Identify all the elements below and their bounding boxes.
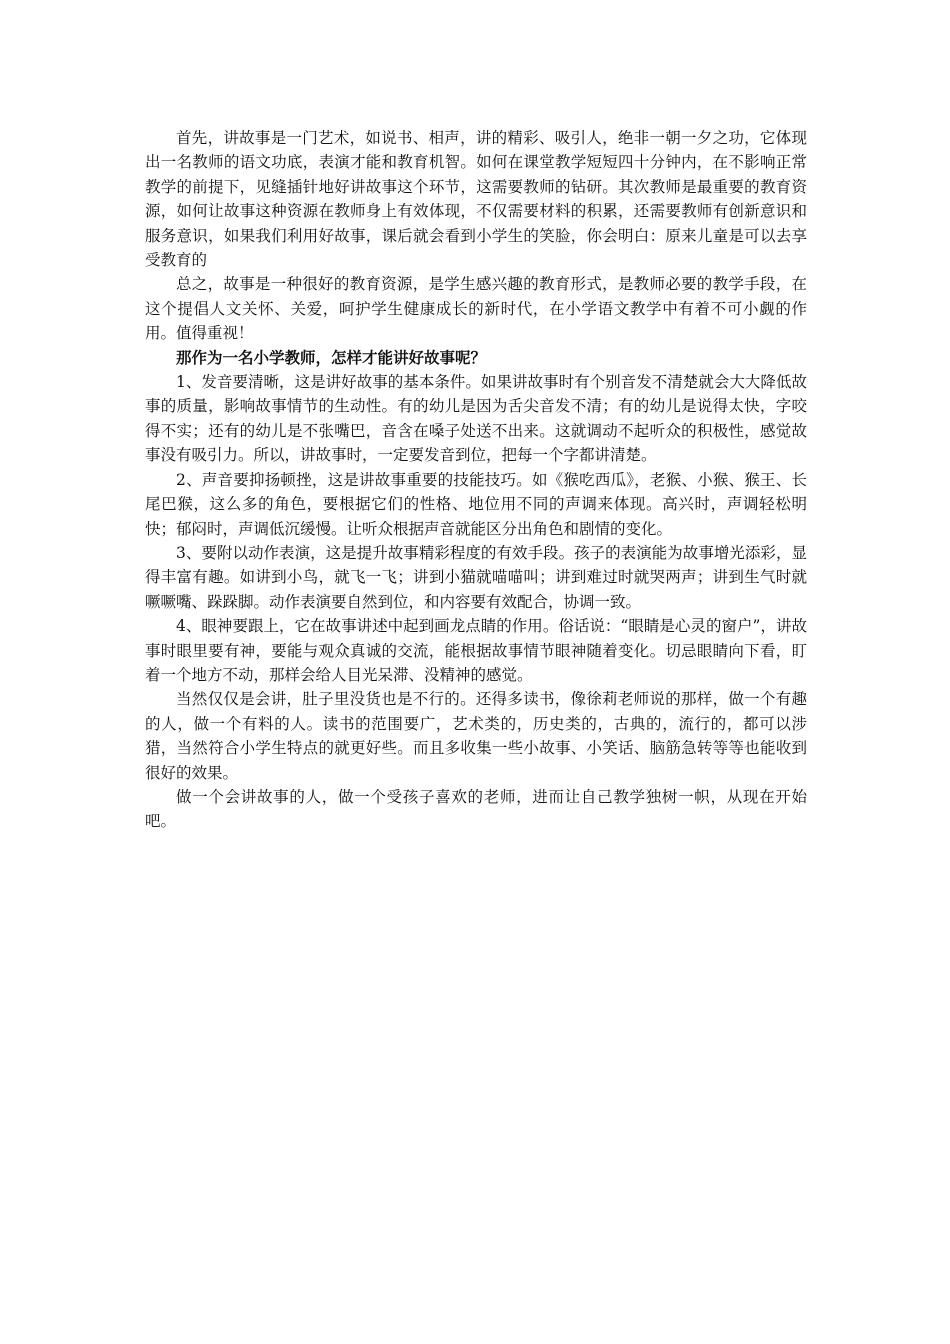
paragraph-point-3: 3、要附以动作表演，这是提升故事精彩程度的有效手段。孩子的表演能为故事增光添彩，显得丰富有趣。如讲到小鸟，就飞一飞；讲到小猫就喵喵叫；讲到难过时就哭两声；讲到生气时就噘噘嘴、跺跺脚。动作表演要自然到位，和内容要有效配合，协调一致。 <box>145 543 807 611</box>
paragraph-point-2: 2、声音要抑扬顿挫，这是讲故事重要的技能技巧。如《猴吃西瓜》，老猴、小猴、猴王、长尾巴猴，这么多的角色，要根据它们的性格、地位用不同的声调来体现。高兴时，声调轻松明快；郁闷时，声调低沉缓慢。让听众根据声音就能区分出角色和剧情的变化。 <box>145 470 807 538</box>
document-body <box>145 126 807 834</box>
paragraph-reading: 当然仅仅是会讲，肚子里没货也是不行的。还得多读书，像徐莉老师说的那样，做一个有趣的人，做一个有料的人。读书的范围要广，艺术类的，历史类的，古典的，流行的，都可以涉猎，当然符合小学生特点的就更好些。而且多收集一些小故事、小笑话、脑筋急转等等也能收到很好的效果。 <box>145 690 807 782</box>
paragraph-point-4: 4、眼神要跟上，它在故事讲述中起到画龙点睛的作用。俗话说：“眼睛是心灵的窗户”，讲故事时眼里要有神，要能与观众真诚的交流，能根据故事情节眼神随着变化。切忌眼睛向下看，盯着一个地方不动，那样会给人目光呆滞、没精神的感觉。 <box>145 617 807 684</box>
paragraph-point-1: 1、发音要清晰，这是讲好故事的基本条件。如果讲故事时有个别音发不清楚就会大大降低故事的质量，影响故事情节的生动性。有的幼儿是因为舌尖音发不清；有的幼儿是说得太快，字咬得不实；还有的幼儿是不张嘴巴，音含在嗓子处送不出来。这就调动不起听众的积极性，感觉故事没有吸引力。所以，讲故事时，一定要发音到位，把每一个字都讲清楚。 <box>145 373 807 465</box>
paragraph-question: 那作为一名小学教师，怎样才能讲好故事呢？ <box>176 347 487 367</box>
paragraph-summary: 总之，故事是一种很好的教育资源，是学生感兴趣的教育形式，是教师必要的教学手段，在这个提倡人文关怀、关爱，呵护学生健康成长的新时代，在小学语文教学中有着不可小觑的作用。值得重视！ <box>145 275 807 343</box>
paragraph-conclusion: 做一个会讲故事的人，做一个受孩子喜欢的老师，进而让自己教学独树一帜，从现在开始吧。 <box>145 787 807 831</box>
paragraph-intro: 首先，讲故事是一门艺术，如说书、相声，讲的精彩、吸引人，绝非一朝一夕之功，它体现出一名教师的语文功底，表演才能和教育机智。如何在课堂教学短短四十分钟内，在不影响正常教学的前提下，见缝插针地好讲故事这个环节，这需要教师的钻研。其次教师是最重要的教育资源，如何让故事这种资源在教师身上有效体现，不仅需要材料的积累，还需要教师有创新意识和服务意识，如果我们利用好故事，课后就会看到小学生的笑脸，你会明白：原来儿童是可以去享受教育的 <box>145 129 807 270</box>
